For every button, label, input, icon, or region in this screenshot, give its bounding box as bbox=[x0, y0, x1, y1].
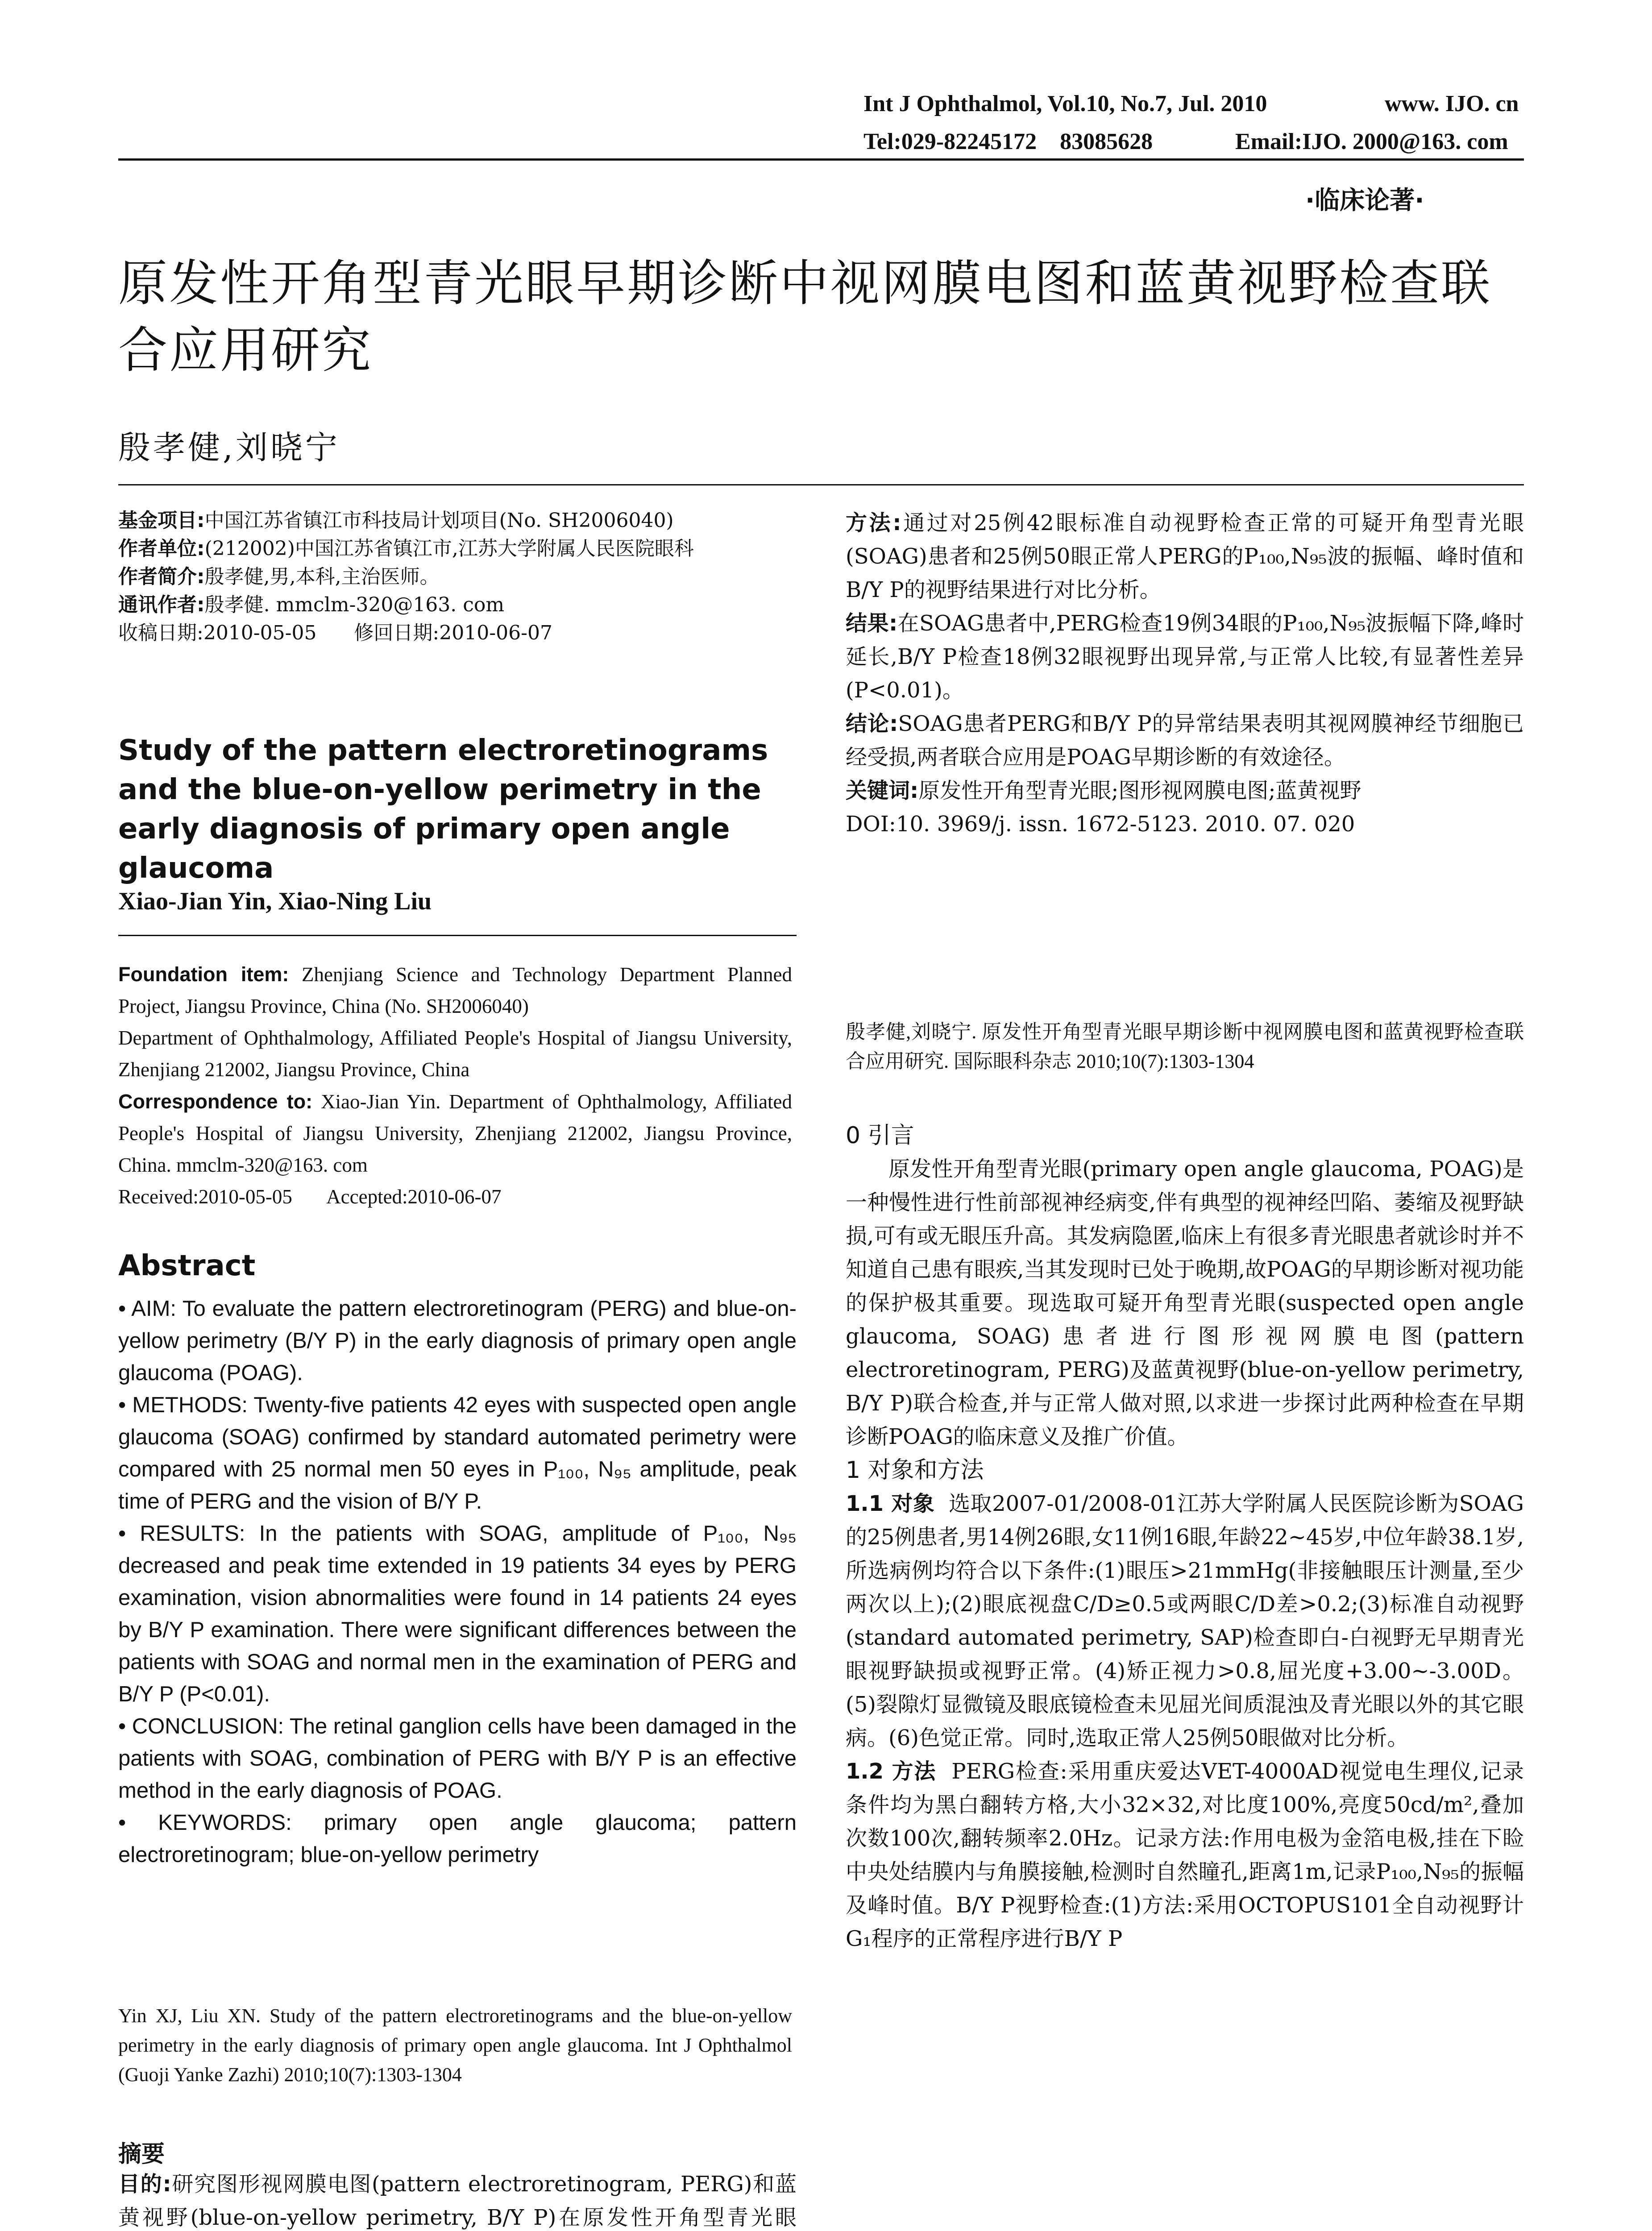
corr-text: 殷孝健. mmclm-320@163. com bbox=[204, 593, 505, 616]
section-methods-heading: 1 对象和方法 bbox=[846, 1457, 984, 1484]
authors-cn: 殷孝健,刘晓宁 bbox=[118, 429, 340, 466]
journal-email: Email:IJO. 2000@163. com bbox=[1235, 129, 1508, 154]
article-meta-cn bbox=[118, 506, 797, 647]
introduction-paragraph: 原发性开角型青光眼(primary open angle glaucoma, POAG)是一种慢性进行性前部视神经病变,伴有典型的视神经凹陷、萎缩及视野缺损,可有或无眼压升高。其发病隐匿,临床上有很多青光眼患者就诊时并不知道自己患有眼疾,当其发现时已处于晚期,故POAG的早期诊断对视功能的保护极其重要。现选取可疑开角型青光眼(suspected open angle glaucoma, SOAG)患者进行图形视网膜电图(pattern electroretinogram, PERG)及蓝黄视野(blue-on-yellow perimetry, B/Y P)联合检查,并与正常人做对照,以求进一步探讨此两种检查在早期诊断POAG的临床意义及推广价值。 bbox=[846, 1157, 1524, 1449]
authors-en: Xiao-Jian Yin, Xiao-Ning Liu bbox=[118, 887, 432, 915]
conclusion-label-cn: 结论: bbox=[846, 711, 898, 736]
unit-label: 作者单位: bbox=[118, 537, 205, 560]
journal-citation: Int J Ophthalmol, Vol.10, No.7, Jul. 2010 bbox=[863, 91, 1267, 116]
correspondence-text: Xiao-Jian Yin. Department of Ophthalmology, Affiliated People's Hospital of Jiangsu University, Zhenjiang 212002, Jiangsu Province, China. mmclm-320@163. com bbox=[118, 1091, 793, 1176]
abstract-en-body bbox=[118, 1293, 797, 1871]
abstract-methods: • METHODS: Twenty-five patients 42 eyes with suspected open angle glaucoma (SOAG) confirmed by standard automated perimetry were compared with 25 normal men 50 eyes in P₁₀₀, N₉₅ amplitude, peak time of PERG and the vision of B/Y P. bbox=[118, 1393, 797, 1514]
doi: DOI:10. 3969/j. issn. 1672-5123. 2010. 07. 020 bbox=[846, 812, 1355, 837]
received-dates: Received:2010-05-05 Accepted:2010-06-07 bbox=[118, 1186, 502, 1208]
title-rule bbox=[118, 484, 1524, 485]
abstract-conclusion: • CONCLUSION: The retinal ganglion cells have been damaged in the patients with SOAG, combination of PERG with B/Y P is an effective method in the early diagnosis of POAG. bbox=[118, 1714, 797, 1803]
abstract-cn-continued bbox=[846, 506, 1524, 841]
methods-text-cn: 通过对25例42眼标准自动视野检查正常的可疑开角型青光眼(SOAG)患者和25例50眼正常人PERG的P₁₀₀,N₉₅波的振幅、峰时值和B/Y P的视野结果进行对比分析。 bbox=[846, 510, 1524, 602]
unit-text: (212002)中国江苏省镇江市,江苏大学附属人民医院眼科 bbox=[204, 537, 694, 560]
conclusion-text-cn: SOAG患者PERG和B/Y P的异常结果表明其视网膜神经节细胞已经受损,两者联合应用是POAG早期诊断的有效途径。 bbox=[846, 711, 1524, 770]
results-text-cn: 在SOAG患者中,PERG检查19例34眼的P₁₀₀,N₉₅波振幅下降,峰时延长,B/Y P检查18例32眼视野出现异常,与正常人比较,有显著性差异(P<0.01)。 bbox=[846, 611, 1524, 703]
corr-label: 通讯作者: bbox=[118, 593, 205, 616]
abstract-keywords: • KEYWORDS: primary open angle glaucoma; pattern electroretinogram; blue-on-yellow perimetry bbox=[118, 1811, 797, 1867]
header-rule bbox=[118, 158, 1524, 161]
article-body bbox=[846, 1119, 1524, 1956]
methods-label-cn: 方法: bbox=[846, 510, 901, 535]
foundation-dept: Department of Ophthalmology, Affiliated People's Hospital of Jiangsu University, Zhenjiang 212002, Jiangsu Province, China bbox=[118, 1027, 792, 1081]
bio-text: 殷孝健,男,本科,主治医师。 bbox=[204, 565, 440, 588]
subjects-paragraph: 选取2007-01/2008-01江苏大学附属人民医院诊断为SOAG的25例患者,男14例26眼,女11例16眼,年龄22~45岁,中位年龄38.1岁,所选病例均符合以下条件:(1)眼压>21mmHg(非接触眼压计测量,至少两次以上);(2)眼底视盘C/D≥0.5或两眼C/D差>0.2;(3)标准自动视野(standard automated perimetry, SAP)检查即白-白视野无早期青光眼视野缺损或视野正常。(4)矫正视力>0.8,屈光度+3.00~-3.00D。(5)裂隙灯显微镜及眼底镜检查未见屈光间质混浊及青光眼以外的其它眼病。(6)色觉正常。同时,选取正常人25例50眼做对比分析。 bbox=[846, 1491, 1524, 1750]
method-paragraph: PERG检查:采用重庆爱达VET-4000AD视觉电生理仪,记录条件均为黑白翻转方格,大小32×32,对比度100%,亮度50cd/m²,叠加次数100次,翻转频率2.0Hz。记录方法:作用电极为金箔电极,挂在下睑中央处结膜内与角膜接触,检测时自然瞳孔,距离1m,记录P₁₀₀,N₉₅的振幅及峰时值。B/Y P视野检查:(1)方法:采用OCTOPUS101全自动视野计G₁程序的正常程序进行B/Y P bbox=[846, 1759, 1524, 1951]
foundation-block bbox=[118, 958, 792, 1213]
citation-cn: 殷孝健,刘晓宁. 原发性开角型青光眼早期诊断中视网膜电图和蓝黄视野检查联合应用研究. 国际眼科杂志 2010;10(7):1303-1304 bbox=[846, 1021, 1524, 1072]
abstract-results: • RESULTS: In the patients with SOAG, amplitude of P₁₀₀, N₉₅ decreased and peak time extended in 19 patients 34 eyes by PERG examination, vision abnormalities were found in 14 patients 24 eyes by B/Y P examination. There were significant differences between the patients with SOAG and normal men in the examination of PERG and B/Y P (P<0.01). bbox=[118, 1522, 797, 1706]
abstract-aim: • AIM: To evaluate the pattern electroretinogram (PERG) and blue-on-yellow perimetry (B/Y P) in the early diagnosis of primary open angle glaucoma (POAG). bbox=[118, 1297, 797, 1385]
abstract-cn-aim bbox=[118, 2168, 797, 2231]
subsection-subjects-label: 1.1 对象 bbox=[846, 1491, 935, 1516]
bio-label: 作者简介: bbox=[118, 565, 205, 588]
subsection-method-label: 1.2 方法 bbox=[846, 1759, 937, 1784]
fund-text: 中国江苏省镇江市科技局计划项目(No. SH2006040) bbox=[204, 509, 674, 532]
en-author-rule bbox=[118, 935, 797, 936]
foundation-label: Foundation item: bbox=[118, 963, 289, 986]
article-title-en: Study of the pattern electroretinograms and the blue-on-yellow perimetry in the early diagnosis of primary open angle glaucoma bbox=[118, 734, 768, 885]
journal-website: www. IJO. cn bbox=[1385, 91, 1519, 116]
keywords-text-cn: 原发性开角型青光眼;图形视网膜电图;蓝黄视野 bbox=[918, 778, 1361, 803]
article-title-cn: 原发性开角型青光眼早期诊断中视网膜电图和蓝黄视野检查联合应用研究 bbox=[118, 255, 1492, 379]
fund-label: 基金项目: bbox=[118, 509, 205, 532]
article-category: ·临床论著· bbox=[1305, 186, 1424, 215]
aim-text-cn: 研究图形视网膜电图(pattern electroretinogram, PERG)和蓝黄视野(blue-on-yellow perimetry, B/Y P)在原发性开角型青光眼 bbox=[118, 2172, 797, 2230]
dates-cn: 收稿日期:2010-05-05 修回日期:2010-06-07 bbox=[118, 622, 552, 644]
keywords-label-cn: 关键词: bbox=[846, 778, 919, 803]
correspondence-label: Correspondence to: bbox=[118, 1090, 313, 1113]
journal-tel: Tel:029-82245172 83085628 bbox=[863, 129, 1153, 154]
citation-en: Yin XJ, Liu XN. Study of the pattern electroretinograms and the blue-on-yellow perimetry in the early diagnosis of primary open angle glaucoma. Int J Ophthalmol (Guoji Yanke Zazhi) 2010;10(7):1303-1304 bbox=[118, 2005, 792, 2086]
abstract-heading: Abstract bbox=[118, 1249, 256, 1282]
section-introduction-heading: 0 引言 bbox=[846, 1122, 914, 1149]
foundation-text: Zhenjiang Science and Technology Department Planned Project, Jiangsu Province, China (No. SH2006040) bbox=[118, 963, 792, 1017]
abstract-cn-heading: 摘要 bbox=[118, 2141, 165, 2168]
aim-label-cn: 目的: bbox=[118, 2172, 171, 2197]
results-label-cn: 结果: bbox=[846, 611, 898, 636]
